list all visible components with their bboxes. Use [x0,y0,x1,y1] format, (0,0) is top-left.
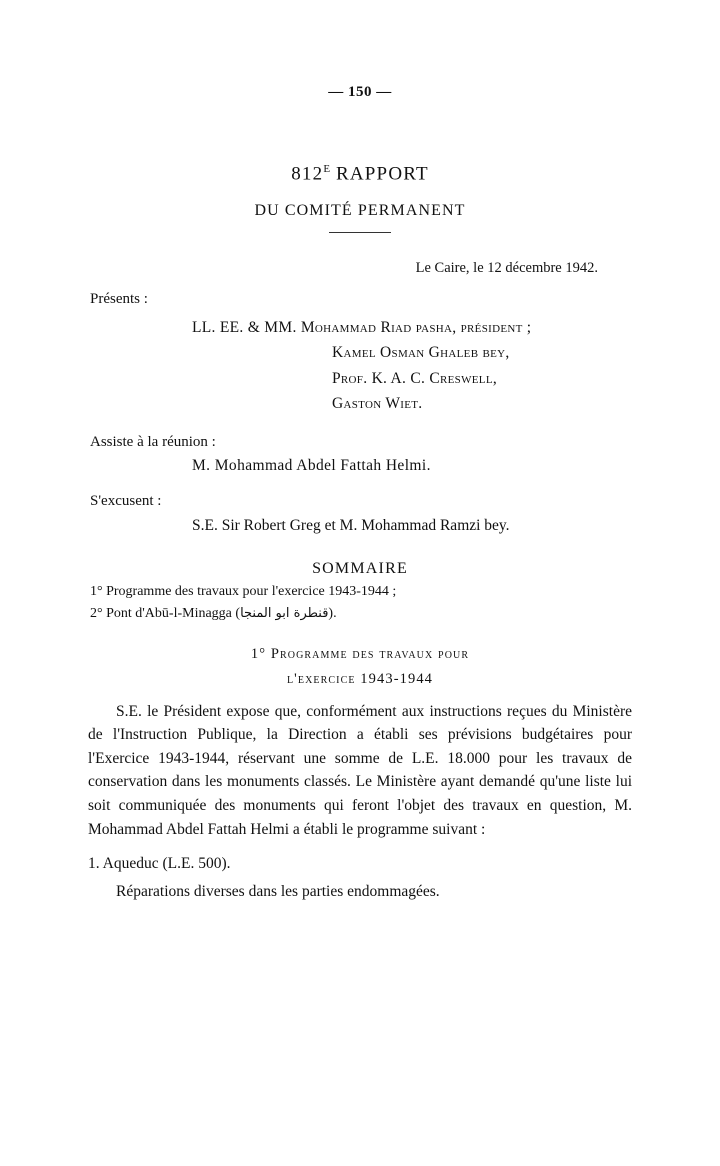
sommaire-item-1: 1° Programme des travaux pour l'exercice 1943-1944 ; [90,583,397,599]
sommaire-item-2-arabic: قنطرة ابو المنجا [240,605,329,621]
list-item: Prof. K. A. C. Creswell, [332,369,498,387]
sommaire-item-2-text: 2° Pont d'Abū-l-Minagga ( [90,605,241,621]
assist-person: M. Mohammad Abdel Fattah Helmi. [192,456,431,474]
excused-label: S'excusent : [90,492,162,509]
list-item: Gaston Wiet. [332,394,423,412]
sommaire-item-2-suffix: ). [328,605,337,621]
program-item-1-detail: Réparations diverses dans les parties endommagées. [116,883,440,901]
document-page [0,84,720,1166]
program-item-1: 1. Aqueduc (L.E. 500). [88,855,231,873]
title-divider [329,232,391,233]
present-label: Présents : [90,291,148,308]
report-subtitle: DU COMITÉ PERMANENT [254,202,466,220]
section-paragraph: S.E. le Président expose que, conformément aux instructions reçues du Ministère de l'Instruction Publique, la Direction a établi ses prévisions budgétaires pour l'Exercice 1943-1944, réservant une somme de L.E. 18.000 pour les travaux de conservation dans les monuments classés. Le Ministère ayant demandé qu'une liste lui soit communiquée des monuments qui feront l'objet des travaux en question, M. Mohammad Abdel Fattah Helmi a établi le programme suivant : [88,702,632,838]
section-heading-line-1: 1° Programme des travaux pour [250,645,470,662]
list-item: LL. EE. & MM. Mohammad Riad pasha, président ; [192,319,532,337]
report-title-rest: RAPPORT [330,163,429,185]
dateline: Le Caire, le 12 décembre 1942. [415,260,598,277]
report-title [0,163,720,185]
report-title-block [0,163,720,233]
report-number: 812 [291,163,324,185]
section-heading-line-2: l'exercice 1943-1944 [286,670,434,687]
page-number: — 150 — [328,84,392,100]
list-item: Kamel Osman Ghaleb bey, [332,344,510,362]
present-list [0,315,720,415]
sommaire-item-2 [0,606,720,622]
sommaire-heading: SOMMAIRE [312,559,408,577]
report-number-ordinal-suffix: E [323,163,331,175]
assist-label: Assiste à la réunion : [90,433,216,450]
excused-persons: S.E. Sir Robert Greg et M. Mohammad Ramzi bey. [192,516,510,534]
